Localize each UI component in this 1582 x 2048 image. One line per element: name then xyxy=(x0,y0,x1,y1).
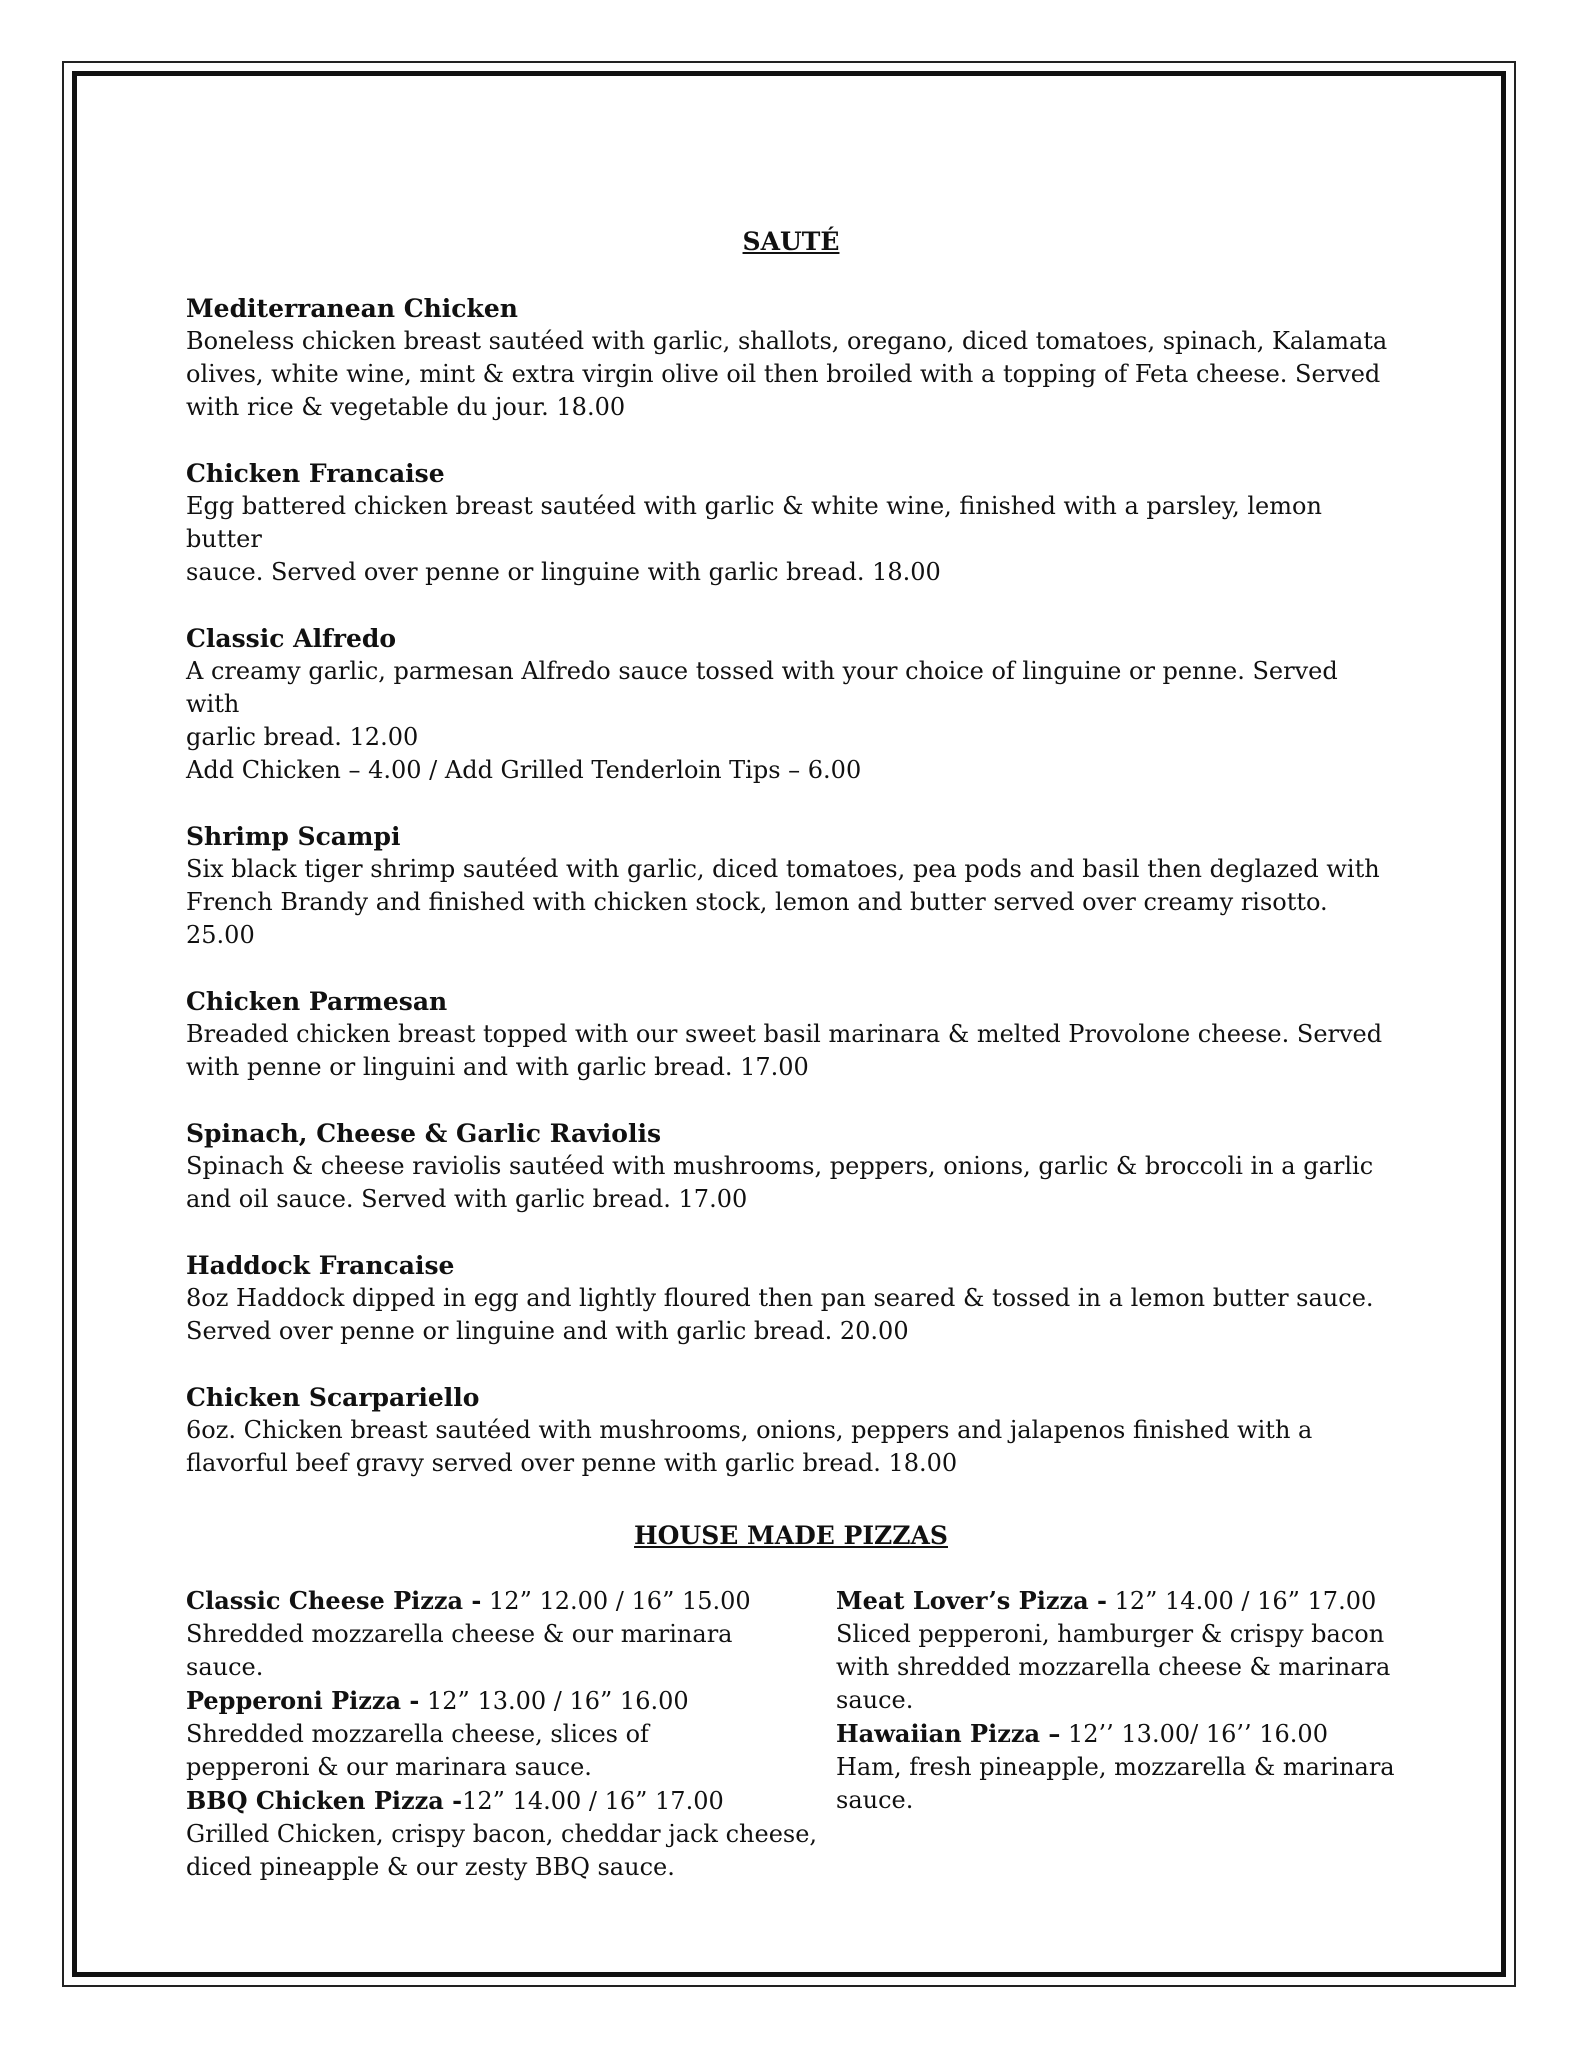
pizza-heading xyxy=(186,1784,836,1818)
item-desc-line: Breaded chicken breast topped with our sweet basil marinara & melted Provolone cheese. Served xyxy=(186,1020,1383,1048)
menu-item-haddock-francaise xyxy=(186,1249,1396,1348)
menu-item-spinach-raviolis xyxy=(186,1117,1396,1216)
pizza-columns xyxy=(186,1584,1396,1884)
pizza-section-title: HOUSE MADE PIZZAS xyxy=(634,1521,948,1550)
pizza-column-left xyxy=(186,1584,836,1884)
item-addon-line: Add Chicken – 4.00 / Add Grilled Tenderloin Tips – 6.00 xyxy=(186,756,862,784)
pizza-price: 12” 14.00 / 16” 17.00 xyxy=(462,1787,724,1815)
item-name: Chicken Scarpariello xyxy=(186,1383,480,1412)
item-name: Classic Alfredo xyxy=(186,624,397,653)
item-desc-line: Boneless chicken breast sautéed with garlic, shallots, oregano, diced tomatoes, spinach, Kalamata xyxy=(186,327,1388,355)
item-name: Haddock Francaise xyxy=(186,1251,455,1280)
pizza-item-classic-cheese xyxy=(186,1584,836,1684)
menu-content xyxy=(186,222,1396,1884)
item-name: Spinach, Cheese & Garlic Raviolis xyxy=(186,1119,662,1148)
item-desc-line: with rice & vegetable du jour. 18.00 xyxy=(186,393,626,421)
item-desc-line: and oil sauce. Served with garlic bread. 17.00 xyxy=(186,1185,748,1213)
item-desc-line: Egg battered chicken breast sautéed with garlic & white wine, finished with a parsley, lemon butter xyxy=(186,492,1322,553)
pizza-name: Classic Cheese Pizza - xyxy=(186,1586,482,1615)
item-desc-line: Served over penne or linguine and with garlic bread. 20.00 xyxy=(186,1317,909,1345)
menu-item-mediterranean-chicken xyxy=(186,292,1396,424)
saute-items xyxy=(186,292,1396,1480)
pizza-name: Meat Lover’s Pizza - xyxy=(836,1586,1107,1615)
item-desc-line: Spinach & cheese raviolis sautéed with mushrooms, peppers, onions, garlic & broccoli in a garlic xyxy=(186,1152,1374,1180)
saute-section-title: SAUTÉ xyxy=(742,227,840,256)
pizza-desc-line: Shredded mozzarella cheese, slices of xyxy=(186,1720,649,1748)
item-desc-line: flavorful beef gravy served over penne with garlic bread. 18.00 xyxy=(186,1449,958,1477)
pizza-item-hawaiian xyxy=(836,1717,1396,1817)
item-desc-line: sauce. Served over penne or linguine with garlic bread. 18.00 xyxy=(186,558,941,586)
pizza-desc-line: sauce. xyxy=(836,1686,914,1714)
pizza-price: 12” 12.00 / 16” 15.00 xyxy=(481,1587,751,1615)
pizza-heading xyxy=(836,1717,1396,1751)
item-desc-line: olives, white wine, mint & extra virgin olive oil then broiled with a topping of Feta cheese. Served xyxy=(186,360,1381,388)
item-name: Mediterranean Chicken xyxy=(186,294,518,323)
item-desc-line: 6oz. Chicken breast sautéed with mushrooms, onions, peppers and jalapenos finished with a xyxy=(186,1416,1313,1444)
pizza-name: Hawaiian Pizza – xyxy=(836,1719,1061,1748)
pizza-desc-line: with shredded mozzarella cheese & marinara xyxy=(836,1653,1391,1681)
pizza-name: BBQ Chicken Pizza - xyxy=(186,1786,463,1815)
item-desc-line: French Brandy and finished with chicken stock, lemon and butter served over creamy risotto. 25.00 xyxy=(186,888,1328,949)
pizza-item-bbq-chicken xyxy=(186,1784,836,1884)
pizza-desc-line: Shredded mozzarella cheese & our marinara xyxy=(186,1620,733,1648)
item-desc-line: 8oz Haddock dipped in egg and lightly floured then pan seared & tossed in a lemon butter sauce. xyxy=(186,1284,1374,1312)
pizza-desc-line: diced pineapple & our zesty BBQ sauce. xyxy=(186,1853,675,1881)
item-desc-line: garlic bread. 12.00 xyxy=(186,723,419,751)
pizza-price: 12” 14.00 / 16” 17.00 xyxy=(1106,1587,1377,1615)
pizza-item-meat-lovers xyxy=(836,1584,1396,1717)
pizza-desc-line: sauce. xyxy=(836,1786,914,1814)
pizza-heading xyxy=(836,1584,1396,1618)
pizza-desc-line: Ham, fresh pineapple, mozzarella & marinara xyxy=(836,1753,1395,1781)
menu-item-shrimp-scampi xyxy=(186,820,1396,952)
item-desc-line: A creamy garlic, parmesan Alfredo sauce tossed with your choice of linguine or penne. Served with xyxy=(186,657,1338,718)
item-desc-line: with penne or linguini and with garlic bread. 17.00 xyxy=(186,1053,809,1081)
pizza-heading xyxy=(186,1684,836,1718)
pizza-desc-line: pepperoni & our marinara sauce. xyxy=(186,1753,592,1781)
menu-item-chicken-francaise xyxy=(186,457,1396,589)
item-name: Chicken Parmesan xyxy=(186,987,448,1016)
menu-item-classic-alfredo xyxy=(186,622,1396,787)
menu-item-chicken-scarpariello xyxy=(186,1381,1396,1480)
menu-item-chicken-parmesan xyxy=(186,985,1396,1084)
pizza-desc-line: Grilled Chicken, crispy bacon, cheddar jack cheese, xyxy=(186,1820,818,1848)
pizza-desc-line: Sliced pepperoni, hamburger & crispy bacon xyxy=(836,1620,1385,1648)
pizza-heading xyxy=(186,1584,836,1618)
item-name: Chicken Francaise xyxy=(186,459,445,488)
pizza-item-pepperoni xyxy=(186,1684,836,1784)
pizza-desc-line: sauce. xyxy=(186,1653,264,1681)
pizza-price: 12’’ 13.00/ 16’’ 16.00 xyxy=(1060,1720,1328,1748)
pizza-price: 12” 13.00 / 16” 16.00 xyxy=(419,1687,689,1715)
pizza-name: Pepperoni Pizza - xyxy=(186,1686,420,1715)
item-desc-line: Six black tiger shrimp sautéed with garlic, diced tomatoes, pea pods and basil then deglazed with xyxy=(186,855,1380,883)
item-name: Shrimp Scampi xyxy=(186,822,401,851)
pizza-column-right xyxy=(836,1584,1396,1884)
